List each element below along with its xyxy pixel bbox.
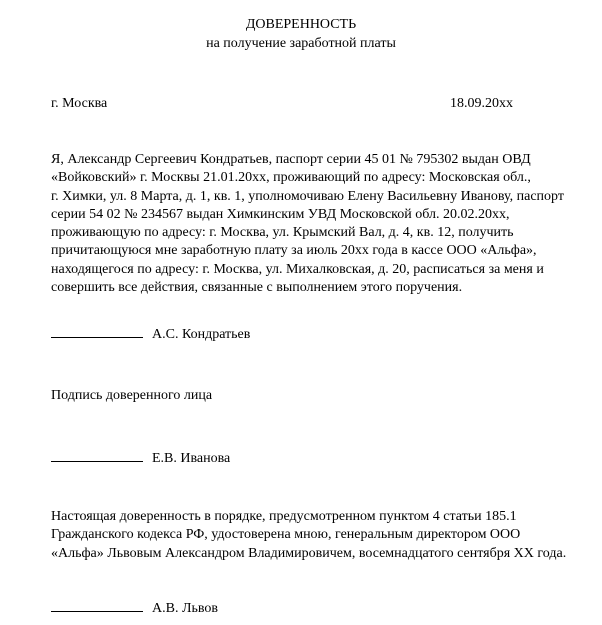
body-line: проживающую по адресу: г. Москва, ул. Крымский Вал, д. 4, кв. 12, получить <box>51 225 514 241</box>
certification-line: Гражданского кодекса РФ, удостоверена мною, генеральным директором ООО <box>51 527 521 543</box>
body-line: причитающуюся мне заработную плату за июль 20xx года в кассе ООО «Альфа», <box>51 243 537 259</box>
body-line: г. Химки, ул. 8 Марта, д. 1, кв. 1, уполномочиваю Елену Васильевну Иванову, паспорт <box>51 188 564 204</box>
principal-signature <box>51 325 250 344</box>
certification-paragraph <box>51 508 571 563</box>
trustee-signature-name: Е.В. Иванова <box>152 451 231 466</box>
certification-line: Настоящая доверенность в порядке, предусмотренном пунктом 4 статьи 185.1 <box>51 509 517 524</box>
body-line: «Войковский» г. Москвы 21.01.20xx, проживающий по адресу: Московская обл., <box>51 170 531 186</box>
document-title: ДОВЕРЕННОСТЬ <box>245 17 357 32</box>
signature-line <box>51 325 143 338</box>
certifier-signature <box>51 599 218 618</box>
body-line: серии 54 02 № 234567 выдан Химкинским УВД Московской обл. 20.02.20xx, <box>51 206 510 222</box>
signature-line <box>51 599 143 612</box>
body-paragraph <box>51 151 571 297</box>
body-line: совершить все действия, связанные с выполнением этого поручения. <box>51 280 463 296</box>
city: г. Москва <box>51 96 108 111</box>
certifier-signature-name: А.В. Львов <box>152 601 218 616</box>
certification-line: «Альфа» Львовым Александром Владимировичем, восемнадцатого сентября XX года. <box>51 545 567 561</box>
body-line: Я, Александр Сергеевич Кондратьев, паспорт серии 45 01 № 795302 выдан ОВД <box>51 152 531 167</box>
trustee-signature-label: Подпись доверенного лица <box>51 388 213 403</box>
document-subtitle: на получение заработной платы <box>206 36 396 51</box>
trustee-signature <box>51 449 230 468</box>
date: 18.09.20xx <box>450 96 513 111</box>
signature-line <box>51 449 143 462</box>
principal-signature-name: А.С. Кондратьев <box>152 327 251 342</box>
body-line: находящегося по адресу: г. Москва, ул. Михалковская, д. 20, расписаться за меня и <box>51 261 544 277</box>
